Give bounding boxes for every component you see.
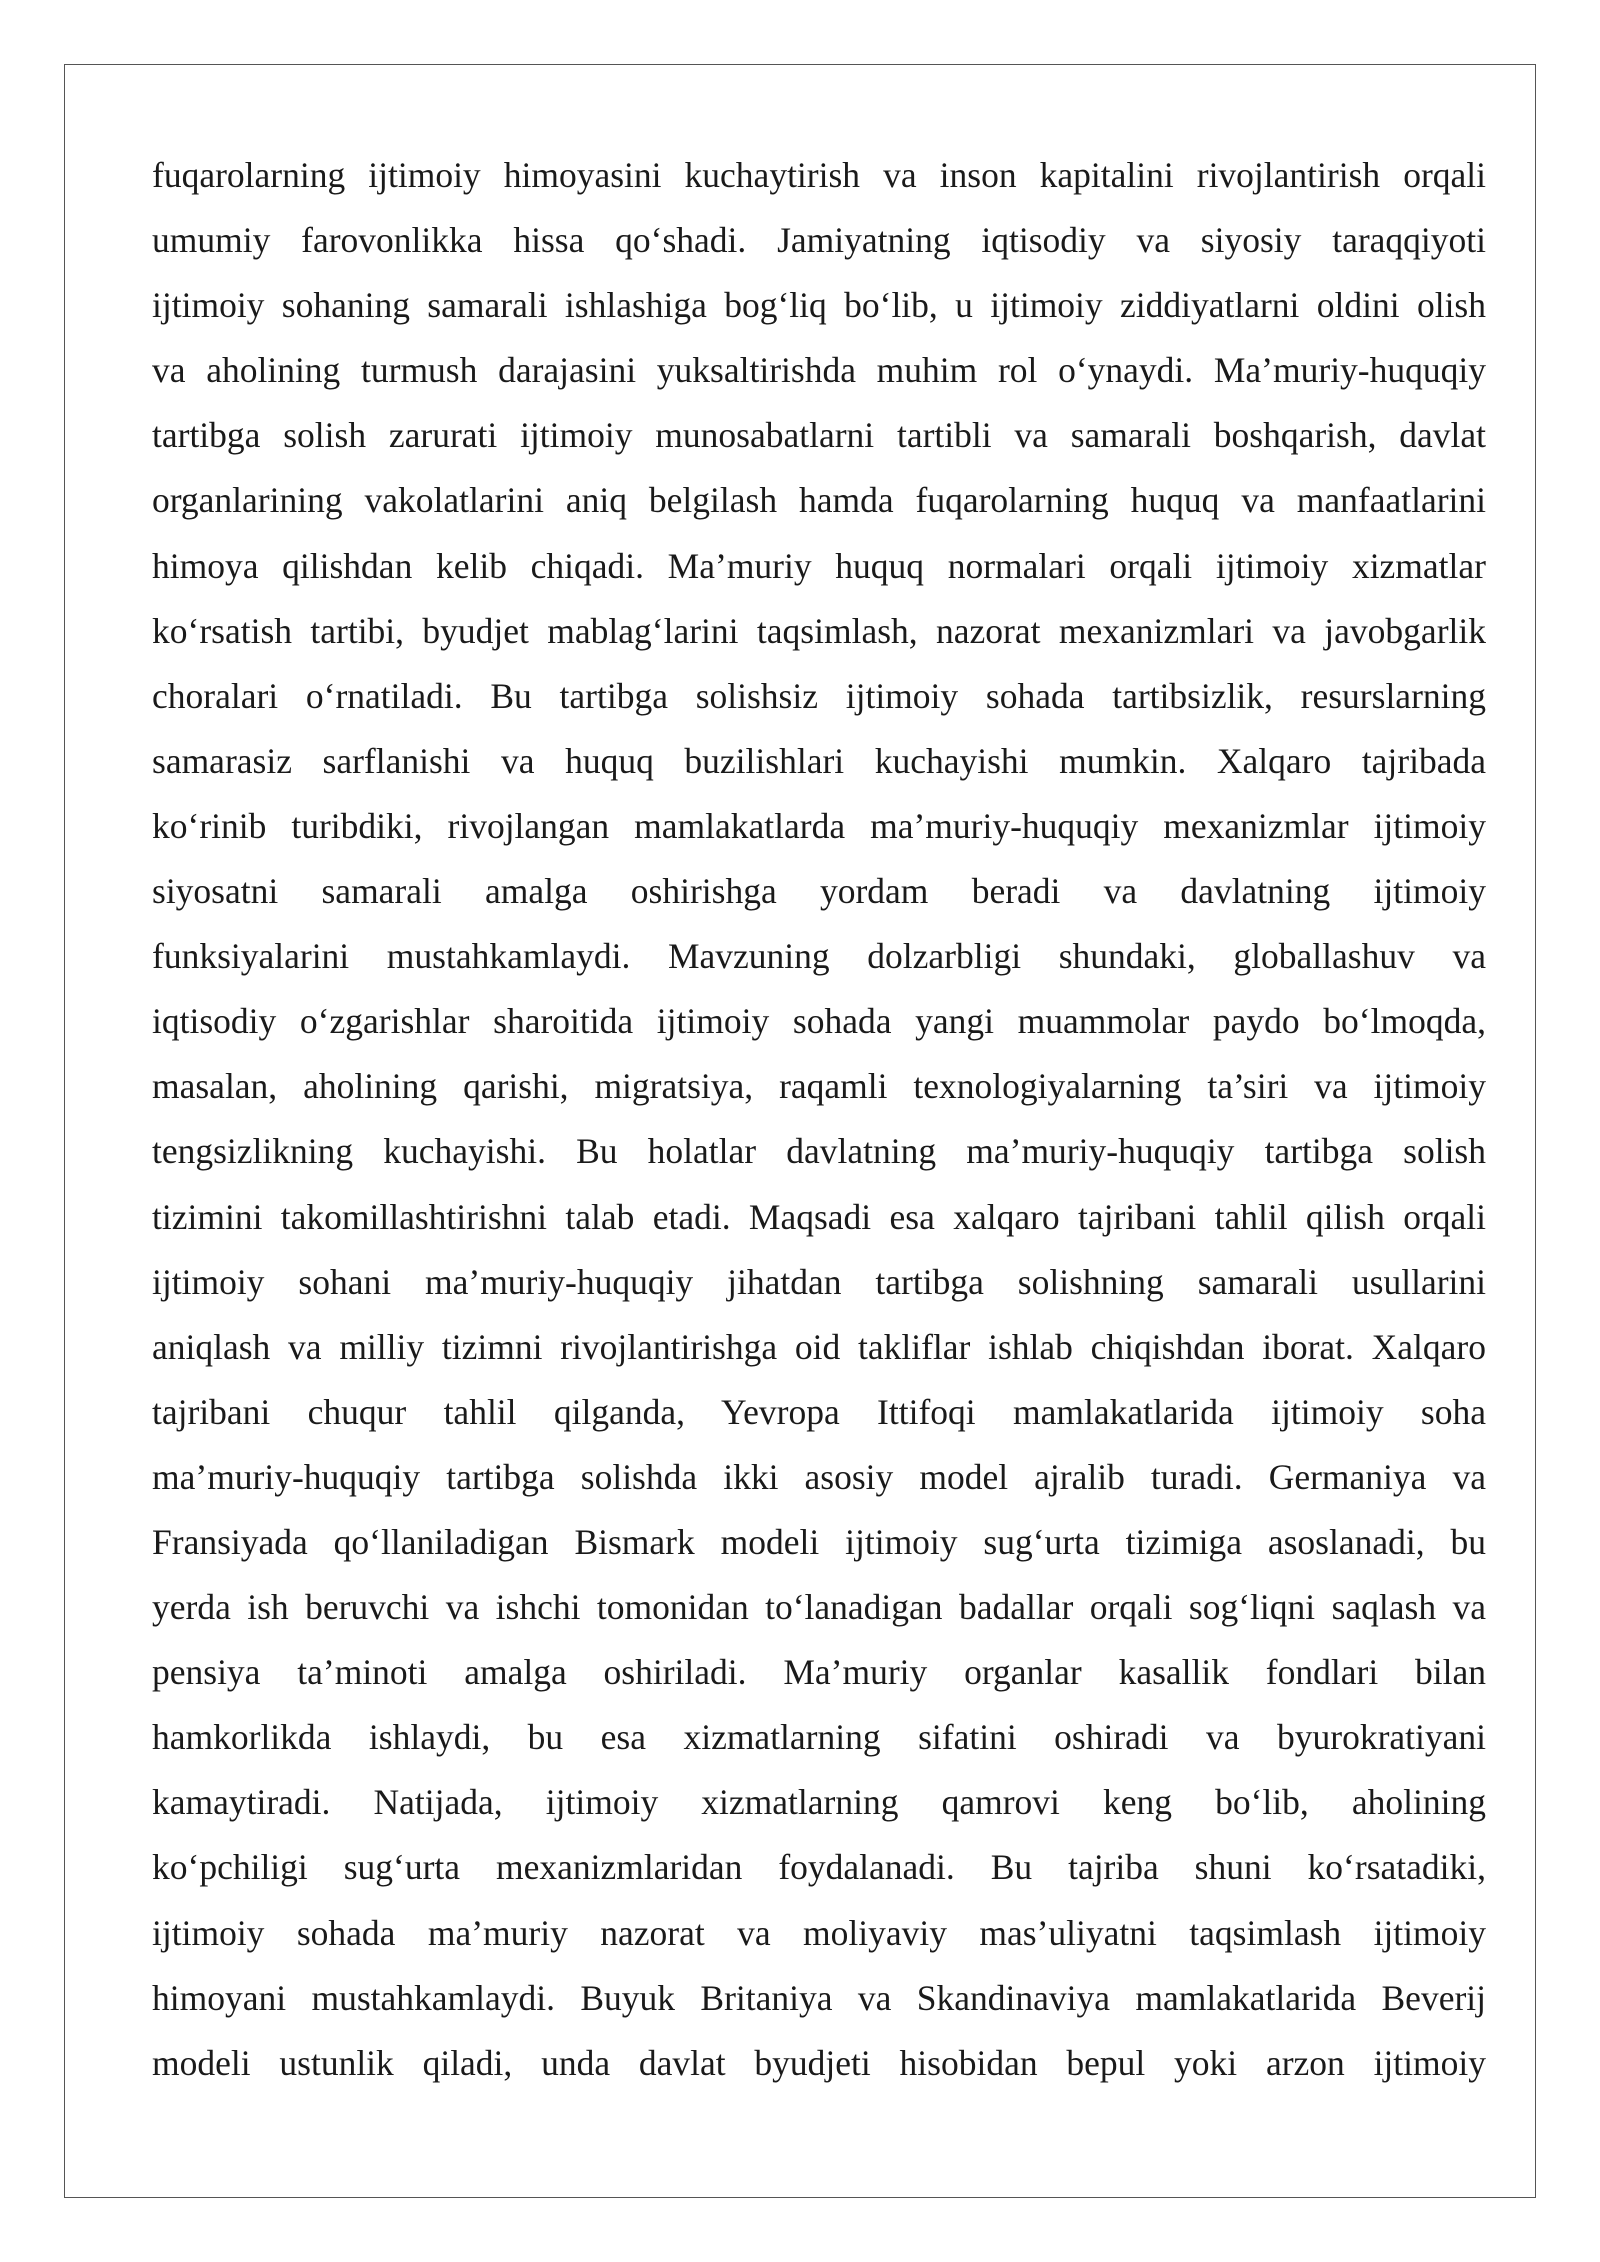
text-line: tajribani chuqur tahlil qilganda, Yevropa Ittifoqi mamlakatlarida ijtimoiy soha: [152, 1391, 1486, 1432]
text-line: tengsizlikning kuchayishi. Bu holatlar davlatning ma’muriy-huquqiy tartibga solish: [152, 1131, 1486, 1172]
text-line: ko‘rinib turibdiki, rivojlangan mamlakatlarda ma’muriy-huquqiy mexanizmlar ijtimoiy: [152, 805, 1486, 846]
text-line: himoya qilishdan kelib chiqadi. Ma’muriy huquq normalari orqali ijtimoiy xizmatlar: [152, 545, 1486, 586]
text-line: himoyani mustahkamlaydi. Buyuk Britaniya va Skandinaviya mamlakatlarida Beverij: [152, 1977, 1486, 2018]
text-line: iqtisodiy o‘zgarishlar sharoitida ijtimoiy sohada yangi muammolar paydo bo‘lmoqda,: [152, 1001, 1486, 1042]
text-line: kamaytiradi. Natijada, ijtimoiy xizmatlarning qamrovi keng bo‘lib, aholining: [152, 1782, 1486, 1823]
text-line: tizimini takomillashtirishni talab etadi. Maqsadi esa xalqaro tajribani tahlil qilish orqali: [152, 1196, 1486, 1237]
document-body: [152, 143, 1486, 2096]
text-line: ijtimoiy sohani ma’muriy-huquqiy jihatdan tartibga solishning samarali usullarini: [152, 1261, 1486, 1302]
text-line: tartibga solish zarurati ijtimoiy munosabatlarni tartibli va samarali boshqarish, davlat: [152, 415, 1486, 456]
text-line: ijtimoiy sohada ma’muriy nazorat va moliyaviy mas’uliyatni taqsimlash ijtimoiy: [152, 1912, 1486, 1953]
text-line: funksiyalarini mustahkamlaydi. Mavzuning dolzarbligi shundaki, globallashuv va: [152, 936, 1486, 977]
text-line: modeli ustunlik qiladi, unda davlat byudjeti hisobidan bepul yoki arzon ijtimoiy: [152, 2042, 1486, 2083]
text-line: organlarining vakolatlarini aniq belgilash hamda fuqarolarning huquq va manfaatlarini: [152, 480, 1486, 521]
text-line: ijtimoiy sohaning samarali ishlashiga bog‘liq bo‘lib, u ijtimoiy ziddiyatlarni oldini olish: [152, 285, 1486, 326]
text-line: yerda ish beruvchi va ishchi tomonidan to‘lanadigan badallar orqali sog‘liqni saqlash va: [152, 1587, 1486, 1628]
text-line: ma’muriy-huquqiy tartibga solishda ikki asosiy model ajralib turadi. Germaniya va: [152, 1456, 1486, 1497]
text-line: hamkorlikda ishlaydi, bu esa xizmatlarning sifatini oshiradi va byurokratiyani: [152, 1717, 1486, 1758]
text-line: ko‘pchiligi sug‘urta mexanizmlaridan foydalanadi. Bu tajriba shuni ko‘rsatadiki,: [152, 1847, 1486, 1888]
text-line: va aholining turmush darajasini yuksaltirishda muhim rol o‘ynaydi. Ma’muriy-huquqiy: [152, 350, 1486, 391]
text-line: siyosatni samarali amalga oshirishga yordam beradi va davlatning ijtimoiy: [152, 871, 1486, 912]
text-line: choralari o‘rnatiladi. Bu tartibga solishsiz ijtimoiy sohada tartibsizlik, resurslarning: [152, 675, 1486, 716]
text-line: samarasiz sarflanishi va huquq buzilishlari kuchayishi mumkin. Xalqaro tajribada: [152, 740, 1486, 781]
text-line: pensiya ta’minoti amalga oshiriladi. Ma’muriy organlar kasallik fondlari bilan: [152, 1652, 1486, 1693]
text-line: Fransiyada qo‘llaniladigan Bismark modeli ijtimoiy sug‘urta tizimiga asoslanadi, bu: [152, 1521, 1486, 1562]
text-line: aniqlash va milliy tizimni rivojlantirishga oid takliflar ishlab chiqishdan iborat. Xalqaro: [152, 1326, 1486, 1367]
text-line: masalan, aholining qarishi, migratsiya, raqamli texnologiyalarning ta’siri va ijtimoiy: [152, 1066, 1486, 1107]
text-line: ko‘rsatish tartibi, byudjet mablag‘larini taqsimlash, nazorat mexanizmlari va javobgarlik: [152, 610, 1486, 651]
text-line: umumiy farovonlikka hissa qo‘shadi. Jamiyatning iqtisodiy va siyosiy taraqqiyoti: [152, 220, 1486, 261]
text-line: fuqarolarning ijtimoiy himoyasini kuchaytirish va inson kapitalini rivojlantirish orqali: [152, 155, 1486, 195]
